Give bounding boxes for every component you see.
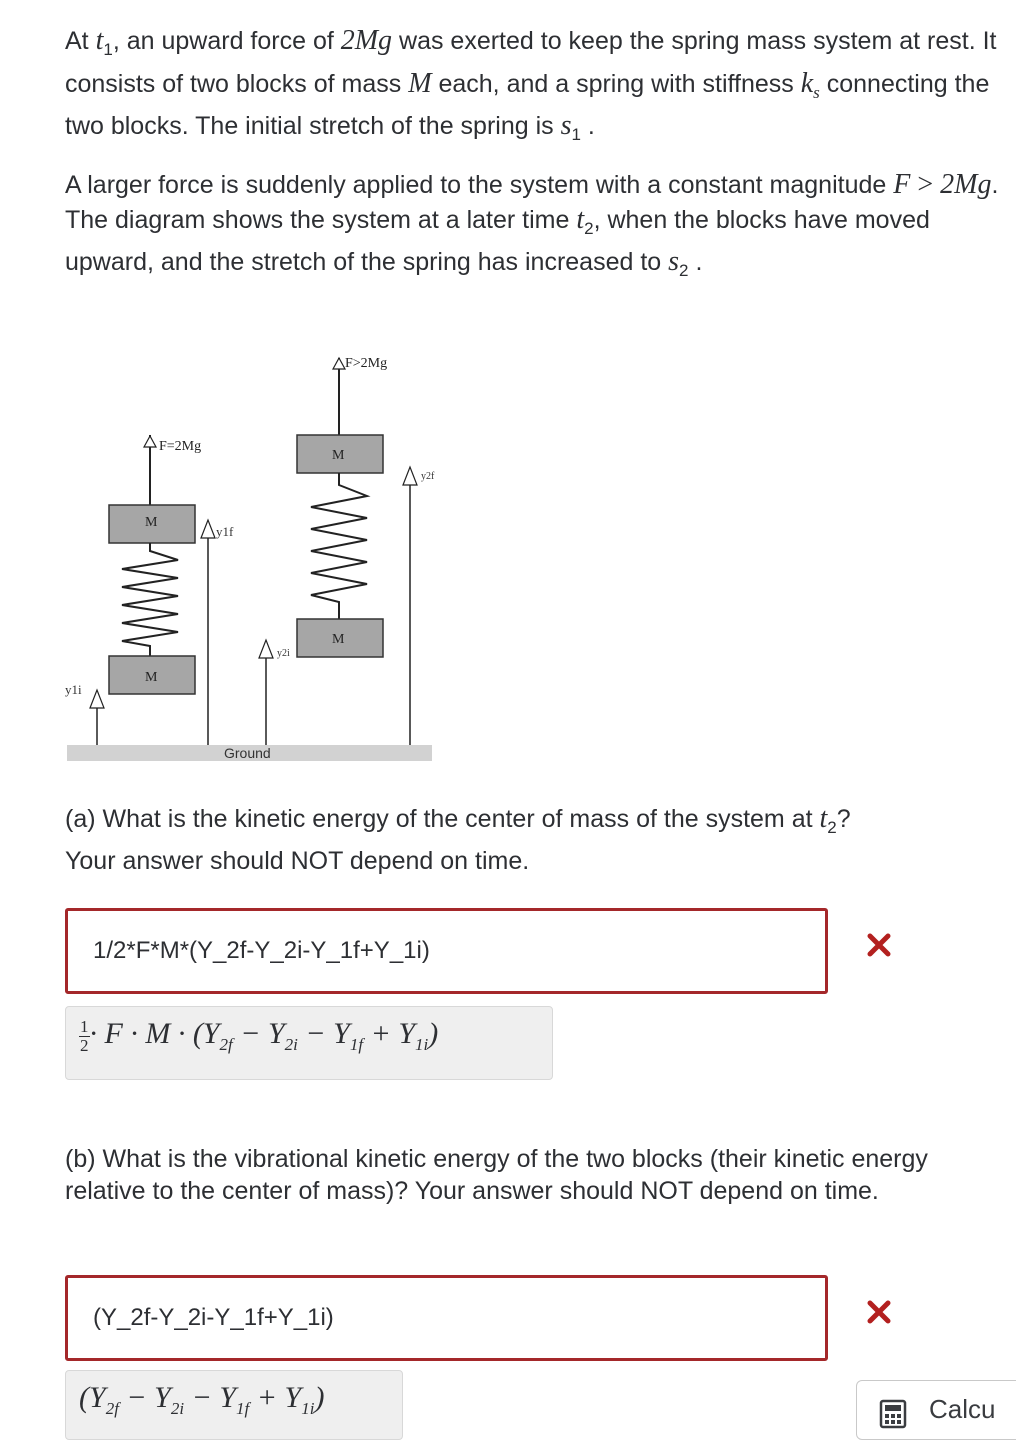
problem-paragraph-1: At $t_1$, an upward force of 2Mg was exerted to keep the spring mass system at rest. It consists of two blocks of mass M each, and a spring with stiffness $k_s$ connecting the two blocks. The initial stretch of the spring is $s_1$ . [65,25,997,144]
force-left-label: F=2Mg [159,439,202,454]
y2f-label: y2f [421,471,435,482]
y1f-arrow-icon [201,520,215,538]
answer-a-value: 1/2*F*M*(Y_2f-Y_2i-Y_1f+Y_1i) [93,937,430,964]
calculator-label: Calcu [929,1394,996,1424]
block-right-bottom-label: M [332,632,345,647]
calculator-button[interactable] [856,1380,1016,1440]
force-right-label: F>2Mg [345,356,388,371]
calculator-icon [879,1399,909,1429]
force-right-arrow-icon [333,358,345,369]
y1f-label: y1f [216,524,234,539]
spring-mass-diagram [55,340,445,770]
answer-b-input[interactable] [65,1275,828,1361]
answer-a-incorrect-icon [866,932,892,958]
force-left-arrow-icon [144,436,156,447]
answer-b-preview: $(Y_{2f} - Y_{2i} - Y_{1f} + Y_{1i})$ [65,1370,403,1440]
fraction-half: $\frac{1}{2}$ [80,1016,89,1055]
ground-label: Ground [224,745,271,761]
block-right-top-label: M [332,448,345,463]
block-left-bottom-label: M [145,670,158,685]
problem-paragraph-2: A larger force is suddenly applied to the system with a constant magnitude F > 2Mg. The diagram shows the system at a later time $t_2$, when the blocks have moved upward, and the stretch of the spring has increased to $s_2$ . [65,169,999,280]
question-a: (a) What is the kinetic energy of the center of mass of the system at $t_2$? Your answer should NOT depend on time. [65,803,851,875]
answer-a-input[interactable] [65,908,828,994]
question-b: (b) What is the vibrational kinetic energy of the two blocks (their kinetic energy relative to the center of mass)? Your answer should NOT depend on time. [65,1145,928,1205]
y1i-label: y1i [65,682,82,697]
y2f-arrow-icon [403,467,417,485]
y2i-label: y2i [277,648,290,659]
answer-b-value: (Y_2f-Y_2i-Y_1f+Y_1i) [93,1304,334,1331]
answer-a-preview: $\frac{1}{2}$ · $F \cdot M \cdot (Y_{2f} - Y_{2i} - Y_{1f} + Y_{1i})$ [65,1006,553,1080]
question-a-note: Your answer should NOT depend on time. [65,846,530,875]
spring-left [122,543,178,656]
y2i-arrow-icon [259,640,273,658]
block-left-top-label: M [145,515,158,530]
y1i-arrow-icon [90,690,104,708]
answer-b-incorrect-icon [866,1299,892,1325]
spring-right [311,473,367,619]
